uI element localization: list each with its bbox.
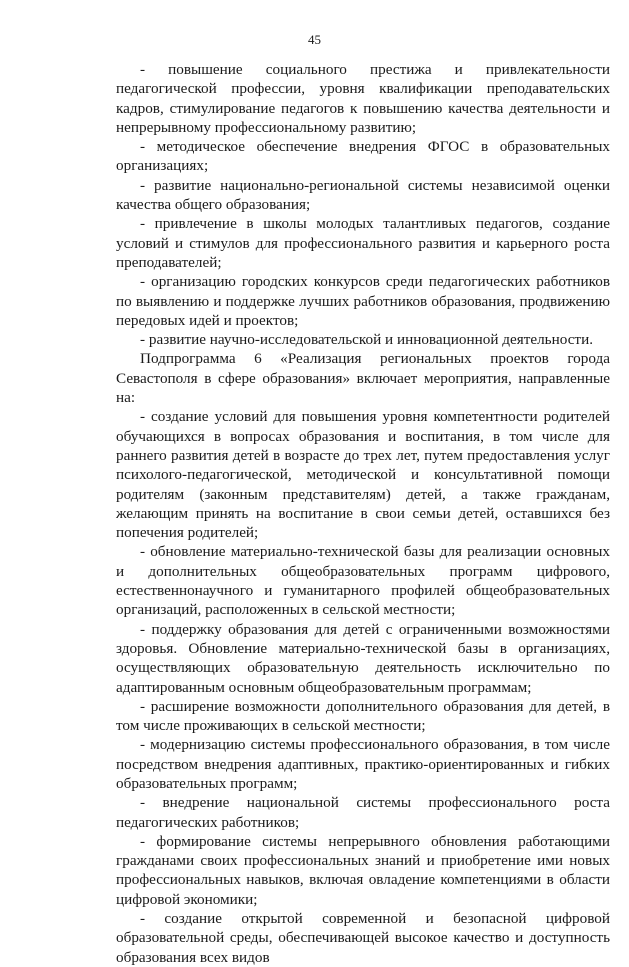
paragraph: - повышение социального престижа и привлекательности педагогической профессии, уровня квалификации преподавательских кадров, стимулирование педагогов к повышению качества деятельности и непрерывному профессиональному развитию; [116,61,610,136]
paragraph: - внедрение национальной системы профессионального роста педагогических работников; [116,794,610,831]
paragraph: Подпрограмма 6 «Реализация региональных проектов города Севастополя в сфере образования» включает мероприятия, направленные на: [116,350,610,407]
page-number: 45 [308,32,321,47]
paragraph: - создание открытой современной и безопасной цифровой образовательной среды, обеспечивающей высокое качество и доступность образования всех видов [116,910,610,966]
paragraph: - развитие национально-региональной системы независимой оценки качества общего образования; [116,176,610,214]
paragraph: - расширение возможности дополнительного образования для детей, в том числе проживающих в сельской местности; [116,697,610,735]
paragraph: - создание условий для повышения уровня компетентности родителей обучающихся в вопросах образования и воспитания, в том числе для раннего развития детей в возрасте до трех лет, путем предоставления услуг психолого-педагогической, методической и консультативной помощи родителям (законным представителям) детей, а также гражданам, желающим принять на воспитание в свои семьи детей, оставшихся без попечения родителей; [116,408,610,542]
paragraph: - методическое обеспечение внедрения ФГОС в образовательных организациях; [116,138,610,175]
paragraph: - привлечение в школы молодых талантливых педагогов, создание условий и стимулов для профессионального развития и карьерного роста преподавателей; [116,215,610,271]
paragraph: - обновление материально-технической базы для реализации основных и дополнительных общеобразовательных программ цифрового, естественнонаучного и гуманитарного профилей общеобразовательных организаций, расположенных в сельской местности; [116,543,610,619]
paragraph: - развитие научно-исследовательской и инновационной деятельности. [140,331,593,349]
paragraph: - модернизацию системы профессионального образования, в том числе посредством внедрения адаптивных, практико-ориентированных и гибких образовательных программ; [116,736,610,792]
document-body [116,60,610,967]
paragraph: - поддержку образования для детей с ограниченными возможностями здоровья. Обновление материально-технической базы в организациях, осуществляющих образовательную деятельность исключительно по адаптированным основным общеобразовательным программам; [116,620,610,696]
paragraph: - формирование системы непрерывного обновления работающими гражданами своих профессиональных знаний и приобретение ими новых профессиональных навыков, включая овладение компетенциями в области цифровой экономики; [116,832,610,908]
paragraph: - организацию городских конкурсов среди педагогических работников по выявлению и поддержке лучших работников образования, продвижению передовых идей и проектов; [116,273,610,329]
